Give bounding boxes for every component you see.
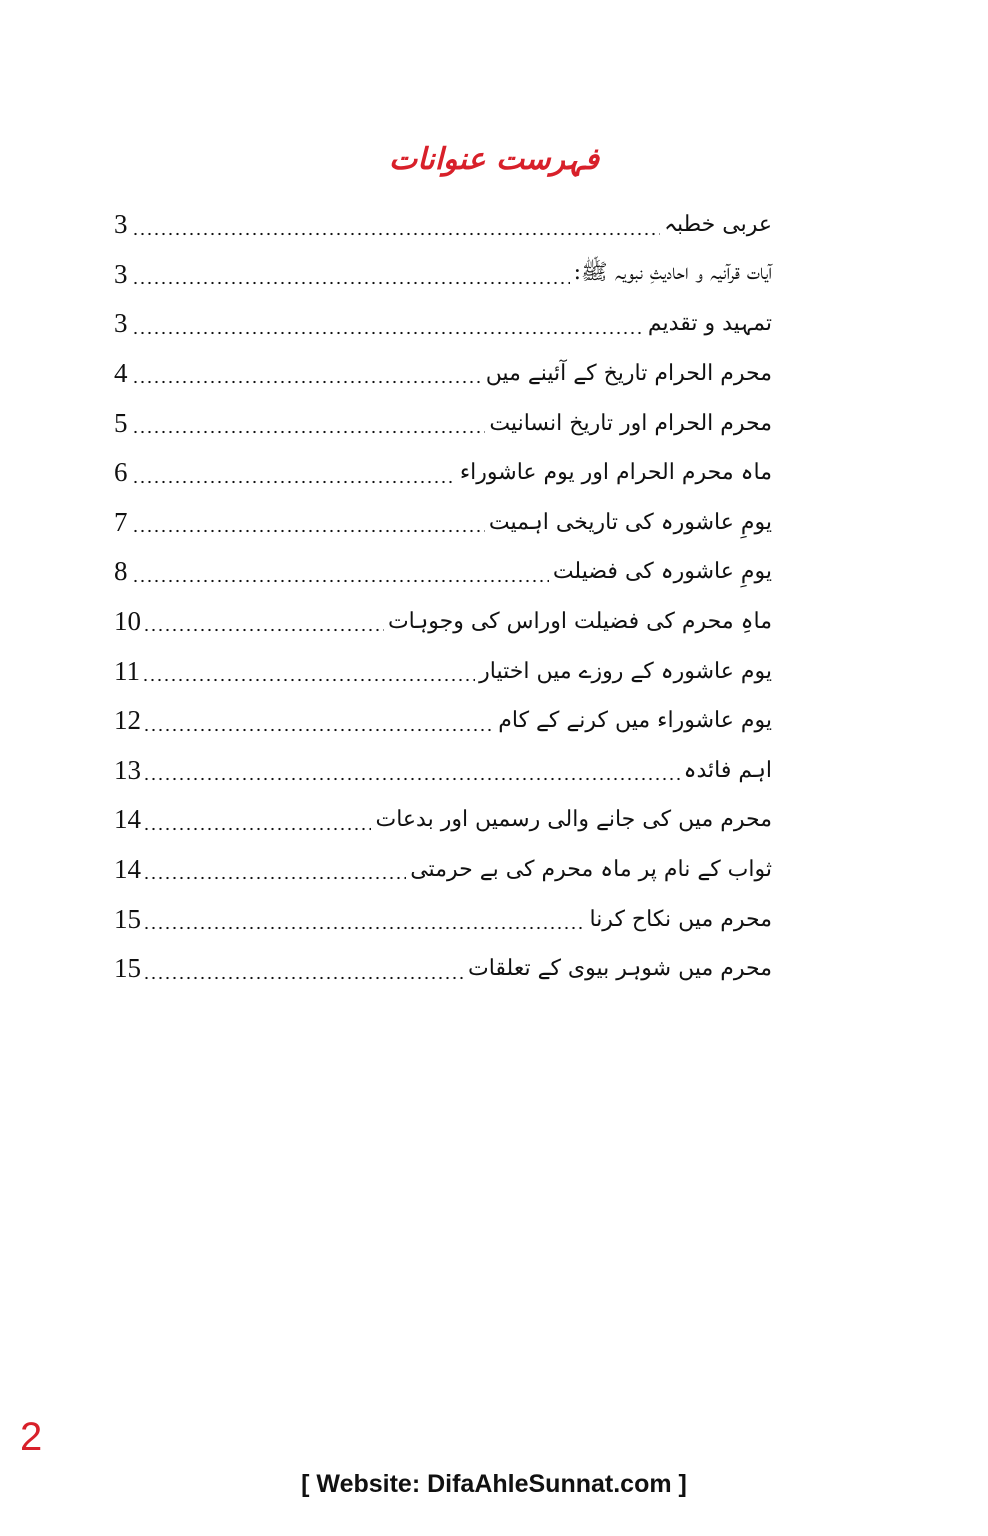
toc-title: محرم الحرام تاریخ کے آئینے میں <box>485 361 772 387</box>
toc-page-number: 13 <box>114 754 141 785</box>
toc-entry[interactable] <box>114 795 772 845</box>
toc-entry[interactable] <box>114 349 772 399</box>
toc-title: محرم میں کی جانے والی رسمیں اور بدعات <box>375 807 772 833</box>
toc-page-number: 3 <box>114 258 128 289</box>
toc-entry[interactable] <box>114 944 772 994</box>
toc-title: ماہِ محرم کی فضیلت اوراس کی وجوہات <box>387 609 772 635</box>
toc-page-number: 4 <box>114 358 128 389</box>
toc-page-number: 15 <box>114 903 141 934</box>
page-title: فہرست عنوانات <box>388 142 600 177</box>
toc-leader-dots <box>132 216 660 236</box>
toc-page-number: 6 <box>114 457 128 488</box>
toc-title: اہم فائدہ <box>683 757 772 783</box>
toc-leader-dots <box>143 960 464 980</box>
toc-entry[interactable] <box>114 398 772 448</box>
toc-title: آیات قرآنیہ و احادیثِ نبویہ ﷺ: <box>573 260 772 286</box>
toc-leader-dots <box>132 563 549 583</box>
toc-leader-dots <box>132 513 485 533</box>
toc-title: محرم الحرام اور تاریخ انسانیت <box>489 410 772 436</box>
page-number: 2 <box>20 1415 43 1459</box>
toc-page-number: 12 <box>114 705 141 736</box>
toc-leader-dots <box>132 414 485 434</box>
toc-title: تمہید و تقدیم <box>647 311 772 337</box>
toc-entry[interactable] <box>114 250 772 300</box>
toc-leader-dots <box>143 761 680 781</box>
website-footer: [ Website: DifaAhleSunnat.com ] <box>301 1470 687 1498</box>
toc-entry[interactable] <box>114 894 772 944</box>
toc-leader-dots <box>132 265 570 285</box>
toc-page-number: 15 <box>114 953 141 984</box>
toc-entry[interactable] <box>114 200 772 250</box>
toc-page-number: 7 <box>114 506 128 537</box>
toc-page-number: 3 <box>114 209 128 240</box>
table-of-contents <box>114 200 772 994</box>
toc-title: محرم میں نکاح کرنا <box>589 906 772 932</box>
toc-page-number: 14 <box>114 804 141 835</box>
toc-leader-dots <box>143 910 585 930</box>
toc-page-number: 5 <box>114 407 128 438</box>
toc-leader-dots <box>143 712 494 732</box>
toc-title: یوم عاشوراء میں کرنے کے کام <box>498 708 772 734</box>
toc-entry[interactable] <box>114 845 772 895</box>
toc-leader-dots <box>132 315 644 335</box>
toc-entry[interactable] <box>114 547 772 597</box>
toc-entry[interactable] <box>114 597 772 647</box>
toc-entry[interactable] <box>114 498 772 548</box>
toc-title: یومِ عاشورہ کی فضیلت <box>552 559 772 585</box>
toc-title: یومِ عاشورہ کی تاریخی اہمیت <box>488 509 772 535</box>
toc-leader-dots <box>142 662 475 682</box>
toc-title: ثواب کے نام پر ماہ محرم کی بے حرمتی <box>410 857 772 883</box>
toc-leader-dots <box>132 464 456 484</box>
toc-leader-dots <box>132 364 482 384</box>
toc-title: عربی خطبہ <box>664 212 772 238</box>
toc-leader-dots <box>143 612 384 632</box>
toc-page-number: 10 <box>114 606 141 637</box>
toc-page-number: 14 <box>114 854 141 885</box>
toc-title: ماہ محرم الحرام اور یوم عاشوراء <box>459 460 772 486</box>
toc-entry[interactable] <box>114 646 772 696</box>
toc-page-number: 3 <box>114 308 128 339</box>
toc-entry[interactable] <box>114 448 772 498</box>
toc-entry[interactable] <box>114 299 772 349</box>
toc-page-number: 11 <box>114 655 140 686</box>
toc-leader-dots <box>143 811 371 831</box>
toc-entry[interactable] <box>114 696 772 746</box>
toc-title: محرم میں شوہر بیوی کے تعلقات <box>468 956 772 982</box>
toc-page-number: 8 <box>114 556 128 587</box>
toc-entry[interactable] <box>114 746 772 796</box>
toc-leader-dots <box>143 860 406 880</box>
toc-title: یوم عاشورہ کے روزے میں اختیار <box>479 658 772 684</box>
